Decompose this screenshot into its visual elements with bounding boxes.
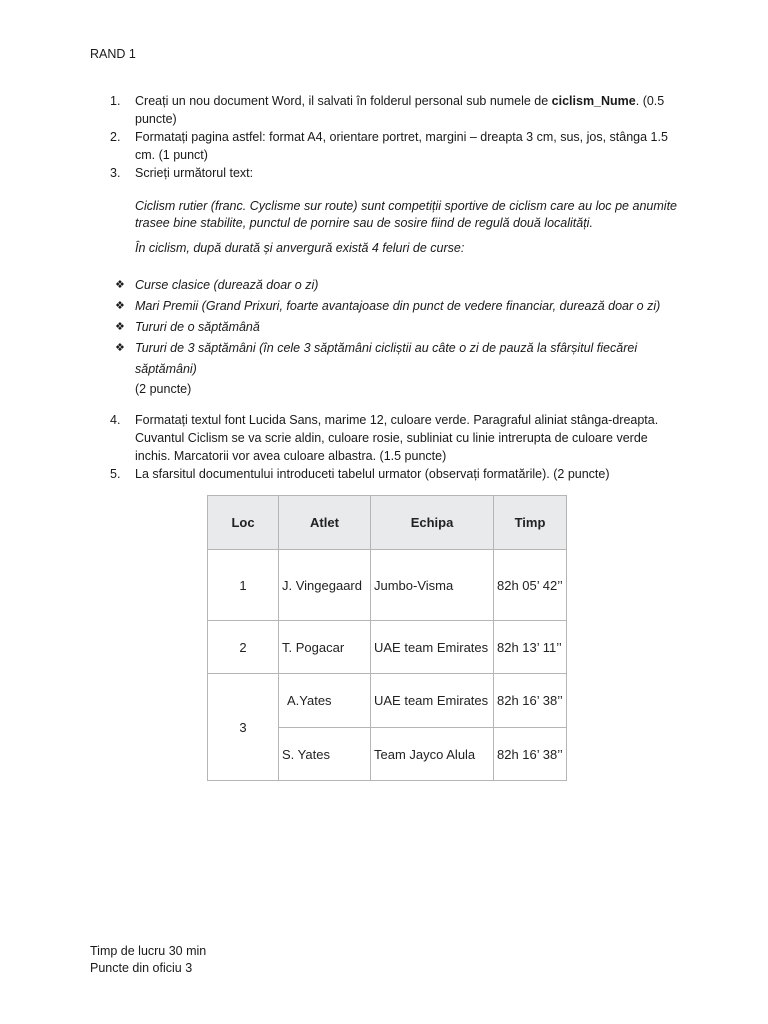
list-item-text: Tururi de 3 săptămâni (în cele 3 săptămâni cicliștii au câte o zi de pauză la sfârșitul fiecărei săptămâni) (135, 341, 638, 376)
task-item-5 (90, 465, 680, 483)
cell-loc: 2 (208, 621, 279, 674)
footer-default-points: Puncte din oficiu 3 (90, 961, 193, 975)
task-text-end: . (0.5 puncte) (135, 94, 665, 126)
task-item-4 (90, 411, 680, 465)
task-number: 2. (110, 130, 121, 144)
header-cell-atlet: Atlet (279, 496, 371, 550)
cell-atlet: S. Yates (279, 728, 371, 781)
cell-timp: 82h 13’ 11’’ (494, 621, 567, 674)
task-text: Scrieți următorul text: (135, 166, 254, 180)
task-list-part2 (90, 411, 680, 483)
task-bold-text: ciclism_Nume (551, 94, 636, 108)
document-footer (90, 943, 206, 977)
quote-paragraph-2: În ciclism, după durată și anvergură există 4 feluri de curse: (135, 241, 465, 255)
cell-loc-merged: 3 (208, 674, 279, 781)
points-note: (2 puncte) (135, 382, 192, 396)
cell-loc: 1 (208, 550, 279, 621)
list-item-text: Mari Premii (Grand Prixuri, foarte avantajoase din punct de vedere financiar, durează doar o zi) (135, 299, 661, 313)
list-item (90, 275, 680, 296)
list-item (90, 296, 680, 317)
cell-echipa: Jumbo-Visma (371, 550, 494, 621)
cell-timp: 82h 05’ 42’’ (494, 550, 567, 621)
table-header-row (208, 496, 567, 550)
diamond-bullet-icon: ❖ (115, 342, 125, 354)
task-number: 1. (110, 94, 121, 108)
cell-echipa: UAE team Emirates (371, 674, 494, 728)
document-heading: RAND 1 (90, 47, 136, 61)
table-row (208, 621, 567, 674)
results-table (207, 495, 567, 781)
list-item-text: Tururi de o săptămână (135, 320, 260, 334)
cell-atlet: T. Pogacar (279, 621, 371, 674)
task-item-3 (90, 164, 680, 182)
diamond-bullet-icon: ❖ (115, 300, 125, 312)
table-row (208, 550, 567, 621)
task-text: Creați un nou document Word, il salvati în folderul personal sub numele de (135, 94, 552, 108)
cell-atlet: A.Yates (279, 674, 371, 728)
header-cell-timp: Timp (494, 496, 567, 550)
list-item (90, 317, 680, 338)
cell-timp: 82h 16’ 38’’ (494, 674, 567, 728)
task-number: 4. (110, 413, 121, 427)
cell-echipa: UAE team Emirates (371, 621, 494, 674)
task-text: Formatați pagina astfel: format A4, orientare portret, margini – dreapta 3 cm, sus, jos, stânga 1.5 cm. (1 punct) (135, 130, 668, 162)
header-cell-loc: Loc (208, 496, 279, 550)
task-text: La sfarsitul documentului introduceti tabelul urmator (observați formatările). (2 puncte) (135, 467, 610, 481)
task-item-1 (90, 92, 680, 128)
cell-atlet: J. Vingegaard (279, 550, 371, 621)
header-cell-echipa: Echipa (371, 496, 494, 550)
footer-work-time: Timp de lucru 30 min (90, 944, 207, 958)
task-item-2 (90, 128, 680, 164)
quote-paragraph-1: Ciclism rutier (franc. Cyclisme sur route) sunt competiții sportive de ciclism care au loc pe anumite trasee bine stabilite, punctul de pornire sau de sosire fiind de regulă două localități. (135, 199, 677, 230)
task-list-part1 (90, 92, 680, 182)
race-types-list (90, 275, 680, 380)
table-row (208, 674, 567, 728)
cell-timp: 82h 16’ 38’’ (494, 728, 567, 781)
task-number: 5. (110, 467, 121, 481)
task-number: 3. (110, 166, 121, 180)
list-item-text: Curse clasice (durează doar o zi) (135, 278, 319, 292)
cell-echipa: Team Jayco Alula (371, 728, 494, 781)
list-item (90, 338, 680, 380)
task-text: Formatați textul font Lucida Sans, marime 12, culoare verde. Paragraful aliniat stânga-dreapta. Cuvantul Ciclism se va scrie aldin, culoare rosie, subliniat cu linie intrerupta de culoare verde inchis. Marcatorii vor avea culoare albastra. (1.5 puncte) (135, 413, 659, 463)
diamond-bullet-icon: ❖ (115, 279, 125, 291)
diamond-bullet-icon: ❖ (115, 321, 125, 333)
